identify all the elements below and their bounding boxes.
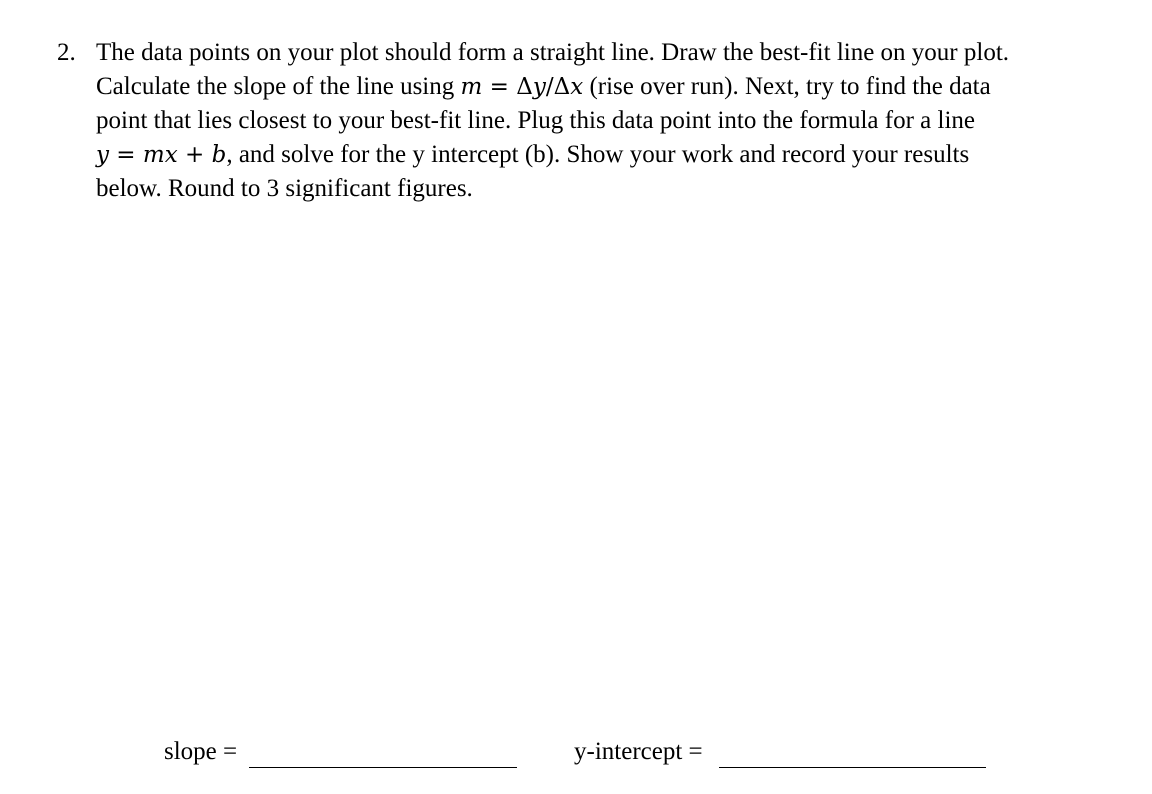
math-y: y (532, 73, 546, 100)
math-line-equals: = (109, 141, 143, 168)
answer-row (0, 738, 1152, 778)
math-delta-x-symbol: Δ (553, 73, 571, 100)
question-line-4-text-end: , and solve for the y intercept (b). Show your work and record your results (226, 140, 970, 168)
math-x: x (570, 73, 584, 100)
question-line-2-text-start: Calculate the slope of the line using (96, 72, 461, 100)
question-line-3: point that lies closest to your best-fit line. Plug this data point into the formula for a line (96, 107, 976, 134)
math-line-mx: mx (142, 141, 178, 168)
question-line-2 (96, 70, 1126, 105)
slope-label: slope = (164, 738, 238, 765)
y-intercept-answer-blank[interactable] (719, 767, 986, 768)
math-equals: = (482, 73, 517, 100)
y-intercept-label: y-intercept = (574, 738, 703, 765)
question-line-4 (96, 138, 1126, 173)
question-number: 2. (57, 39, 76, 66)
math-line-y: y (96, 141, 109, 168)
math-line-b: b (211, 141, 227, 168)
question-line-5: below. Round to 3 significant figures. (96, 175, 473, 202)
math-slope-symbol: m (460, 73, 483, 100)
question-line-1: The data points on your plot should form a straight line. Draw the best-fit line on your plot. (96, 39, 1010, 66)
math-line-plus: + (177, 141, 212, 168)
math-delta-y-symbol: Δ (516, 73, 533, 100)
math-slash: / (545, 73, 554, 100)
slope-answer-blank[interactable] (249, 767, 517, 768)
question-line-2-text-end: (rise over run). Next, try to find the data (583, 72, 991, 100)
question-text (96, 36, 1126, 206)
